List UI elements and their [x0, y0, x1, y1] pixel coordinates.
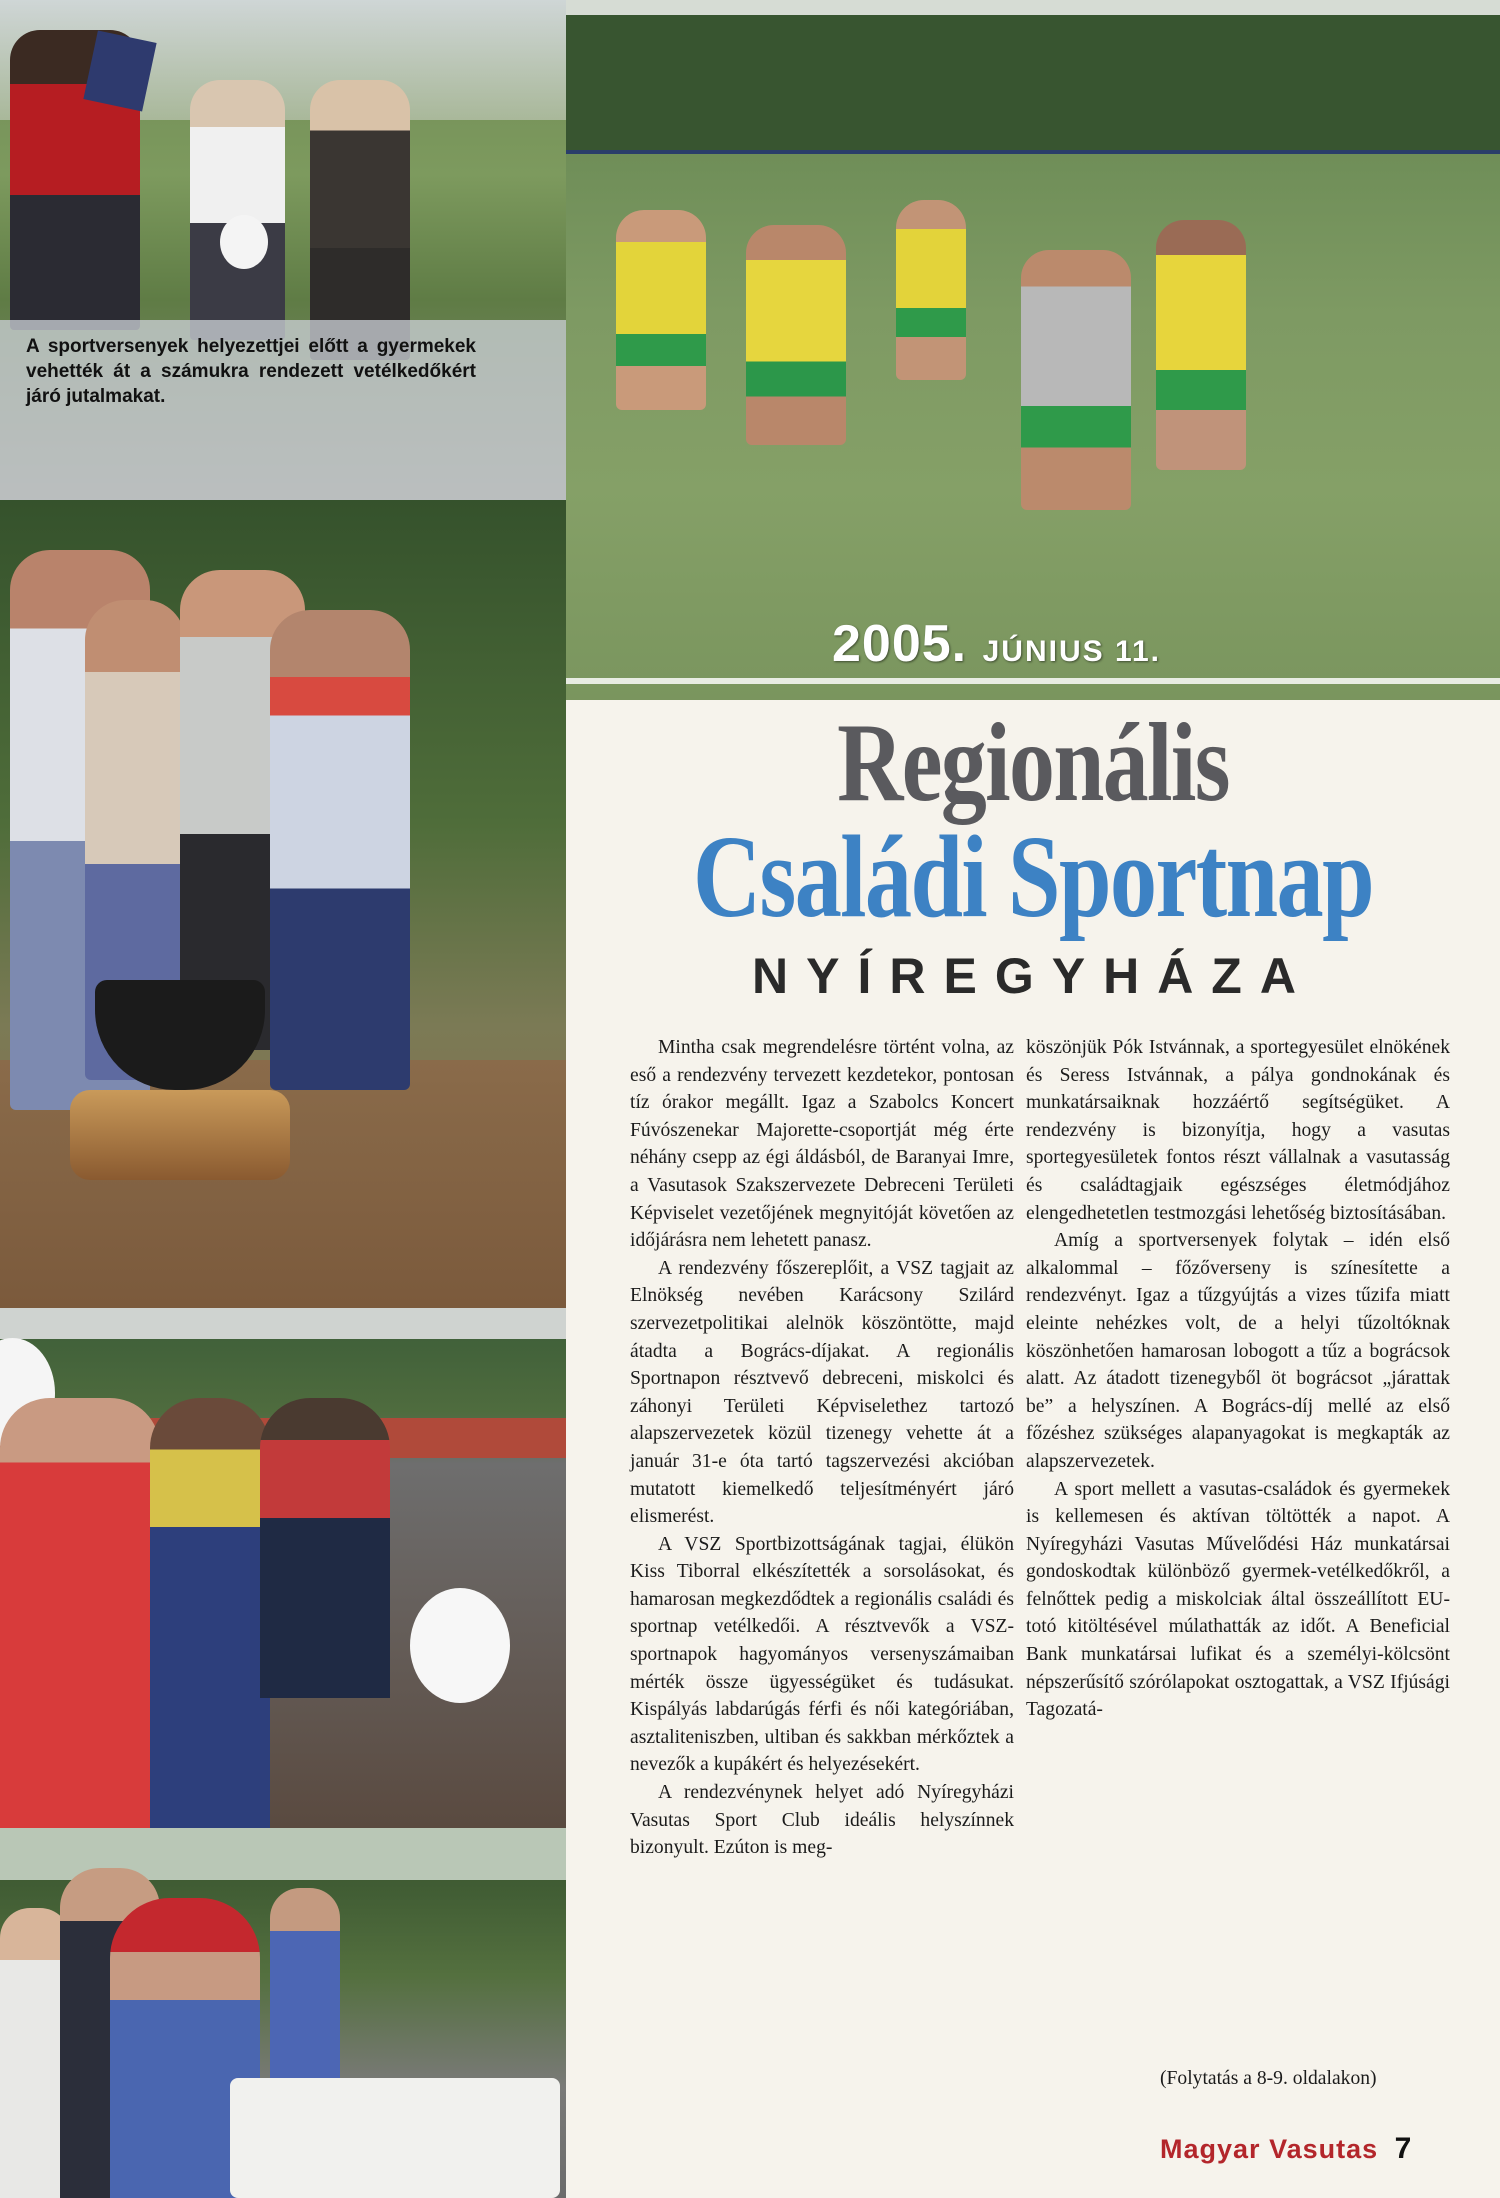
ceremony-photo-caption: A sportversenyek helyezettjei előtt a gyermekek vehették át a számukra rendezett vetélkedőkért járó jutalmakat. [26, 336, 476, 407]
article-right-column [1026, 1034, 1450, 1724]
stands-photo [0, 1308, 566, 1828]
article-paragraph: A sport mellett a vasutas-családok és gyermekek is kellemesen és aktívan töltötték a napot. A Nyíregyházi Vasutas Művelődési Ház munkatársai gondoskodtak különböző gyermek-vetélkedőkről, a felnőttek pedig a miskolciak által összeállított EU-totó kitöltésével múlathatták az időt. A Beneficial Bank munkatársai lufikat és a személyi-kölcsönt népszerűsítő szórólapokat osztogattak, a VSZ Ifjúsági Tagozatá- [1026, 1478, 1450, 1721]
page-footer [1160, 2132, 1412, 2166]
event-date [832, 614, 1161, 674]
cooking-photo [0, 500, 566, 1308]
article-paragraph: Amíg a sportversenyek folytak – idén első alkalommal – főzőverseny is színesítette a rendezvényt. Igaz a tűzgyújtás a vizes tűzifa miatt eleinte nehézkes volt, de a helyi tűzoltóknak köszönhetően hamarosan lobogott a tűz a bográcsok alatt. Az átadott tizenegyből öt bográcsot „járattak be” a helyszínen. A Bogrács-díj mellé az első főzéshez szükséges alapanyagokat is megkapták az alapszervezetek. [1026, 1230, 1450, 1472]
headline-line2: Családi Sportnap [692, 811, 1373, 942]
magazine-name-part1: Magyar [1160, 2134, 1261, 2164]
article-paragraph: A rendezvény főszereplőit, a VSZ tagjait az Elnökség nevében Karácsony Szilárd szervezetpolitikai alelnök köszöntötte, majd átadta a Bogrács-díjakat. A regionális Sportnapon résztvevő debreceni, miskolci és záhonyi Területi Képviselethez tartozó alapszervezetek közül tizenegy vehette át a január 31-e óta tartó tagszervezési akcióban mutatott kiemelkedő teljesítményért járó elismerést. [630, 1257, 1014, 1528]
ceremony-photo [0, 0, 566, 500]
magazine-name-part2: Vasutas [1269, 2134, 1379, 2164]
page-number: 7 [1394, 2132, 1413, 2165]
headline-line1: Regionális [837, 701, 1229, 825]
article-left-column [630, 1034, 1014, 1862]
headline-city: NYÍREGYHÁZA [752, 948, 1314, 1004]
article-paragraph: köszönjük Pók Istvánnak, a sportegyesület elnökének és Seress Istvánnak, a pálya gondnokának és munkatársaiknak hozzáértő segítségüket. A rendezvény is bizonyítja, hogy a vasutas sportegyesületek fontos részt vállalnak a vasutasság és családtagjaik egészséges életmódjához elengedhetetlen testmozgási lehetőség biztosításában. [1026, 1037, 1450, 1224]
article-paragraph: A rendezvénynek helyet adó Nyíregyházi Vasutas Sport Club ideális helyszínnek bizonyult. Ezúton is meg- [630, 1782, 1014, 1859]
event-date-day: JÚNIUS 11. [982, 635, 1162, 668]
article-paragraph: A VSZ Sportbizottságának tagjai, élükön Kiss Tiborral elkészítették a sorsolásokat, és hamarosan megkezdődtek a regionális családi és sportnap vetélkedői. A résztvevők a VSZ-sportnapok hagyományos versenyszámaiban mérték össze ügyességüket és tudásukat. Kispályás labdarúgás férfi és női kategóriában, asztaliteniszben, ultiban és sakkban mérkőztek a nevezők a kupákért és helyezésekért. [630, 1533, 1014, 1776]
group-photo [0, 1828, 566, 2198]
event-date-year: 2005. [832, 615, 968, 673]
continuation-note: (Folytatás a 8-9. oldalakon) [1160, 2068, 1377, 2089]
article-paragraph: Mintha csak megrendelésre történt volna, az eső a rendezvény tervezett kezdetekor, pontosan tíz órakor megállt. Igaz a Szabolcs Koncert Fúvószenekar Majorette-csoportját még érte néhány csepp az égi áldásból, de Baranyai Imre, a Vasutasok Szakszervezete Debreceni Területi Képviselet vezetőjének megnyitóját követően az időjárásra nem lehetett panasz. [630, 1037, 1014, 1252]
football-match-photo [566, 0, 1500, 700]
